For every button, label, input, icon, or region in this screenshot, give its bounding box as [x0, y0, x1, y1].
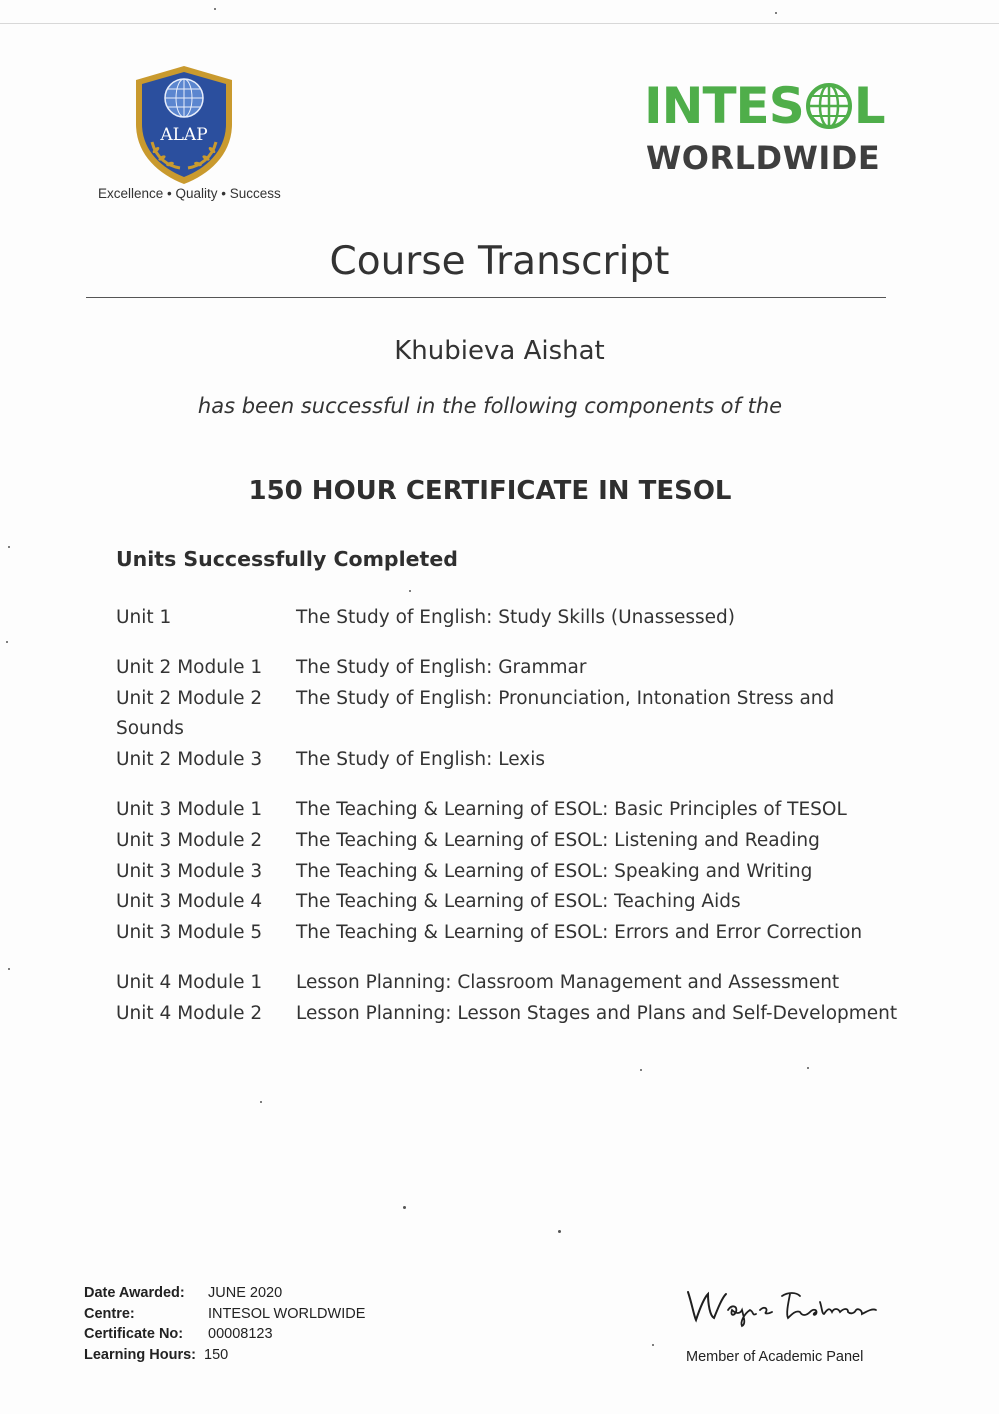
title-divider — [86, 297, 886, 298]
unit-description: The Teaching & Learning of ESOL: Listening and Reading — [296, 829, 820, 851]
info-row-certificate — [84, 1324, 365, 1345]
unit-row — [116, 857, 896, 888]
top-scan-line — [0, 23, 999, 24]
globe-icon — [805, 82, 853, 130]
unit-description: The Study of English: Grammar — [296, 656, 587, 678]
scan-speck — [652, 1344, 654, 1346]
scan-speck — [214, 8, 216, 10]
unit-code: Unit 2 Module 2 — [116, 687, 263, 709]
unit-description-continuation: Sounds — [116, 718, 184, 740]
document-title: Course Transcript — [329, 239, 670, 284]
unit-group-2 — [116, 653, 896, 776]
info-row-centre — [84, 1304, 365, 1325]
unit-group-1 — [116, 603, 896, 634]
unit-row — [116, 653, 896, 684]
unit-row — [116, 999, 896, 1030]
unit-code: Unit 3 Module 5 — [116, 922, 263, 944]
learning-hours-label: Learning Hours: — [84, 1347, 196, 1364]
scan-speck — [807, 1067, 809, 1069]
unit-row — [116, 918, 896, 949]
unit-description: The Study of English: Pronunciation, Intonation Stress and — [296, 687, 835, 709]
unit-row — [116, 745, 896, 776]
unit-description: The Teaching & Learning of ESOL: Basic Principles of TESOL — [296, 798, 847, 820]
unit-code: Unit 3 Module 2 — [116, 829, 263, 851]
units-list — [116, 603, 896, 1049]
signature-caption: Member of Academic Panel — [686, 1349, 864, 1365]
info-row-hours — [84, 1345, 365, 1366]
award-details — [84, 1283, 365, 1366]
units-heading: Units Successfully Completed — [116, 547, 458, 571]
scan-speck — [260, 1101, 262, 1103]
scan-speck — [8, 546, 10, 548]
scan-speck — [403, 1206, 406, 1209]
unit-description: Lesson Planning: Classroom Management and Assessment — [296, 971, 840, 993]
intesol-worldwide-logo — [644, 75, 886, 180]
learning-hours-value: 150 — [204, 1347, 229, 1364]
unit-row — [116, 684, 896, 715]
signature — [684, 1284, 880, 1328]
unit-description: The Teaching & Learning of ESOL: Errors and Error Correction — [296, 922, 863, 944]
alap-tagline: Excellence • Quality • Success — [98, 186, 281, 201]
unit-row — [116, 603, 896, 634]
unit-description: The Teaching & Learning of ESOL: Speaking and Writing — [296, 860, 813, 882]
unit-row — [116, 968, 896, 999]
intro-statement: has been successful in the following components of the — [197, 394, 783, 418]
alap-logo-text: ALAP — [160, 125, 208, 145]
student-name: Khubieva Aishat — [394, 336, 605, 366]
worldwide-logo-text: WORLDWIDE — [646, 139, 881, 177]
centre-label: Centre: — [84, 1305, 135, 1322]
unit-description: The Teaching & Learning of ESOL: Teaching Aids — [296, 891, 741, 913]
unit-description: The Study of English: Study Skills (Unassessed) — [296, 607, 735, 628]
unit-row — [116, 795, 896, 826]
scan-speck — [558, 1230, 561, 1233]
unit-code: Unit 4 Module 1 — [116, 971, 263, 993]
unit-code: Unit 2 Module 1 — [116, 656, 263, 678]
scan-speck — [8, 968, 10, 970]
unit-group-4 — [116, 968, 896, 1030]
unit-code: Unit 4 Module 2 — [116, 1002, 263, 1024]
unit-code: Unit 3 Module 4 — [116, 891, 263, 913]
unit-row — [116, 887, 896, 918]
info-row-date — [84, 1283, 365, 1304]
scan-speck — [6, 641, 8, 643]
unit-row — [116, 826, 896, 857]
certificate-no-value: 00008123 — [208, 1326, 273, 1343]
alap-shield-logo — [128, 62, 240, 186]
intesol-logo-text-left: INTES — [644, 77, 804, 135]
date-awarded-value: JUNE 2020 — [208, 1285, 283, 1301]
date-awarded-label: Date Awarded: — [84, 1285, 185, 1301]
course-title: 150 HOUR CERTIFICATE IN TESOL — [248, 476, 732, 506]
scan-speck — [775, 12, 777, 14]
intesol-logo-text-right: L — [853, 77, 885, 135]
unit-group-3 — [116, 795, 896, 949]
scan-speck — [640, 1069, 642, 1071]
unit-code: Unit 3 Module 3 — [116, 860, 263, 882]
scan-speck — [409, 590, 411, 592]
unit-description: Lesson Planning: Lesson Stages and Plans and Self-Development — [296, 1002, 898, 1024]
unit-code: Unit 2 Module 3 — [116, 749, 263, 771]
centre-value: INTESOL WORLDWIDE — [208, 1305, 366, 1322]
unit-code: Unit 3 Module 1 — [116, 798, 263, 820]
unit-code: Unit 1 — [116, 607, 172, 628]
unit-description: The Study of English: Lexis — [296, 749, 545, 771]
certificate-no-label: Certificate No: — [84, 1326, 184, 1343]
